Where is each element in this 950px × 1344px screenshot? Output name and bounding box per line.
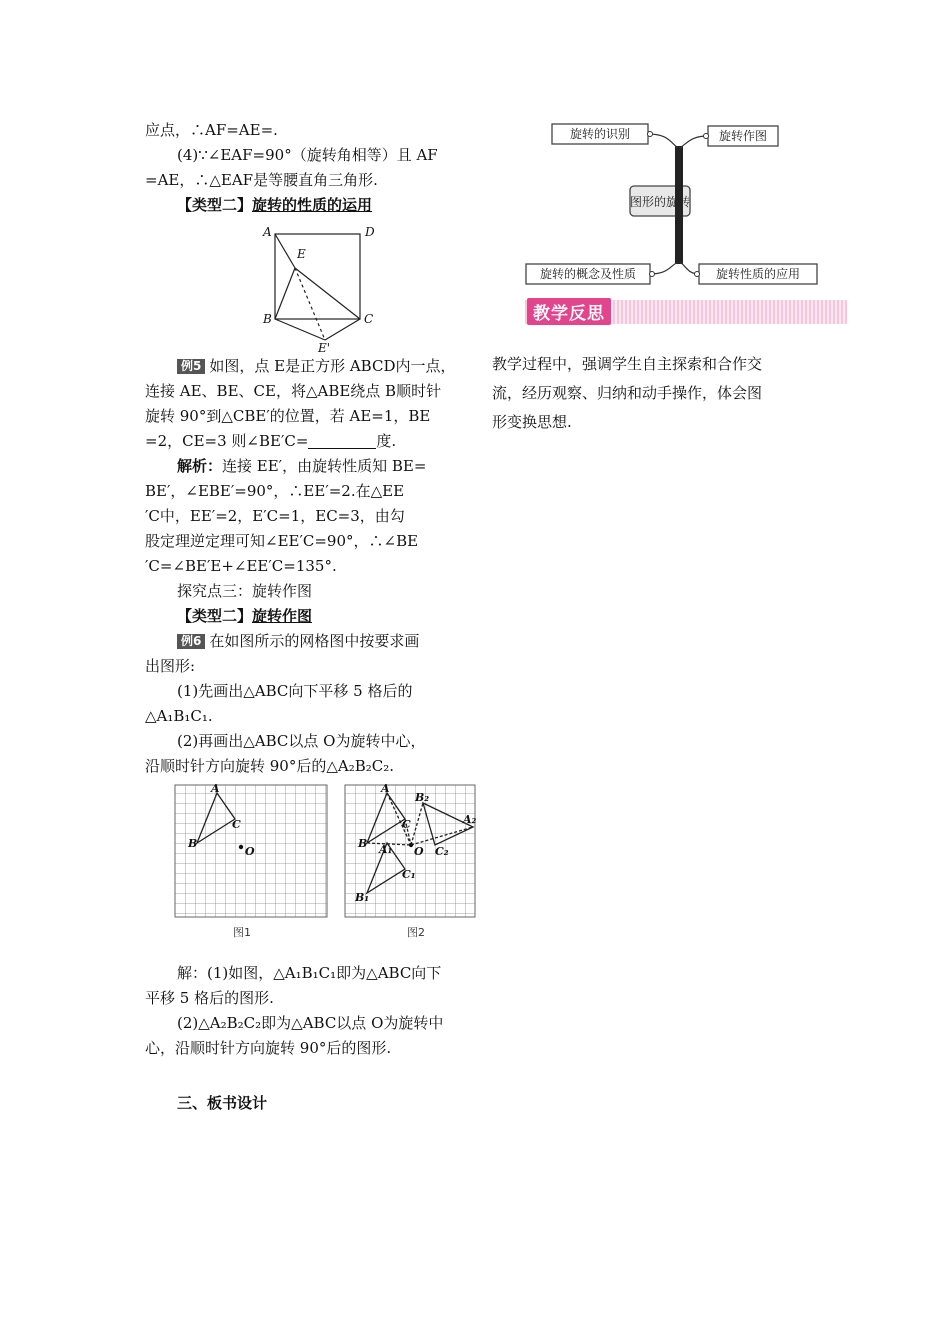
- text-line: 心，沿顺时针方向旋转 90°后的图形.: [145, 1039, 392, 1057]
- text-line: 在如图所示的网格图中按要求画: [209, 632, 420, 650]
- grid2-label-a: A: [381, 782, 390, 795]
- example5: [145, 354, 470, 379]
- type-prefix: 【类型二】: [177, 196, 253, 214]
- label-a: A: [263, 225, 272, 239]
- text-line: 教学过程中，强调学生自主探索和合作交: [492, 355, 763, 373]
- text-line: (1)先画出△ABC向下平移 5 格后的: [177, 682, 413, 700]
- label-e-prime: E': [318, 341, 331, 355]
- text-line: △A₁B₁C₁.: [145, 707, 213, 725]
- text-line: (2)△A₂B₂C₂即为△ABC以点 O为旋转中: [177, 1014, 444, 1032]
- type-prefix: 【类型二】: [177, 607, 253, 625]
- grid2-label-a2: A₂: [463, 813, 477, 826]
- type2b-heading: [145, 604, 470, 629]
- text-line: 形变换思想.: [492, 413, 572, 431]
- left-column: [145, 118, 477, 1116]
- text-line: BE′，∠EBE′=90°，∴EE′=2.在△EE: [145, 482, 405, 500]
- label-c: C: [364, 312, 374, 326]
- solution-label: 解析：: [177, 457, 223, 475]
- mind-map: [492, 118, 832, 298]
- grid2-label-a1: A₁: [379, 843, 393, 856]
- text-line: 连接 AE、BE、CE，将△ABE绕点 B顺时针: [145, 382, 442, 400]
- grid-label-a: A: [211, 782, 220, 795]
- reflection-text: [492, 350, 822, 437]
- label-d: D: [365, 225, 375, 239]
- label-e: E: [297, 247, 306, 261]
- grid2-label-c2: C₂: [435, 845, 449, 858]
- grid-label-c: C: [232, 818, 241, 831]
- mind-node-application: 旋转性质的应用: [715, 267, 801, 281]
- text-line: 应点，∴AF=AE=.: [145, 121, 278, 139]
- grid-figures: [145, 783, 475, 943]
- type-title: 旋转的性质的运用: [252, 196, 373, 214]
- text-line: 旋转 90°到△CBE′的位置，若 AE=1，BE: [145, 407, 431, 425]
- text-line: 流，经历观察、归纳和动手操作，体会图: [492, 384, 763, 402]
- example6: [145, 629, 470, 654]
- grid2-label-b2: B₂: [415, 791, 430, 804]
- text-line: ′C中，EE′=2，E′C=1，EC=3，由勾: [145, 507, 405, 525]
- section-heading: 三、板书设计: [177, 1094, 268, 1112]
- text-line: (4)∵∠EAF=90°（旋转角相等）且 AF: [177, 146, 438, 164]
- grid2-label-b: B: [358, 837, 368, 850]
- type-title: 旋转作图: [252, 607, 313, 625]
- text-line: 如图，点 E是正方形 ABCD内一点，: [209, 357, 456, 375]
- grid2-label-c: C: [402, 818, 411, 831]
- explore-heading: 探究点三：旋转作图: [177, 582, 313, 600]
- reflection-banner: [525, 300, 847, 324]
- example-badge: 例6: [177, 634, 205, 649]
- text-segment: =2，CE=3 则∠BE′C=: [145, 432, 309, 450]
- grid-caption-1: 图1: [233, 926, 251, 939]
- text-line: ′C=∠BE′E+∠EE′C=135°.: [145, 557, 337, 575]
- mind-node-concept: 旋转的概念及性质: [539, 267, 637, 281]
- text-line: 解：(1)如图，△A₁B₁C₁即为△ABC向下: [177, 964, 442, 982]
- text-segment: 度.: [376, 432, 397, 450]
- text-segment: 连接 EE′，由旋转性质知 BE=: [222, 457, 427, 475]
- square-figure: [145, 220, 470, 355]
- mind-node-identify: 旋转的识别: [569, 127, 631, 141]
- type2a-heading: [145, 193, 470, 218]
- label-b: B: [263, 312, 272, 326]
- example5-question: [145, 429, 470, 454]
- grid-caption-2: 图2: [407, 926, 425, 939]
- text-line: 股定理逆定理可知∠EE′C=90°，∴∠BE: [145, 532, 419, 550]
- grid2-label-b1: B₁: [355, 891, 370, 904]
- grid-label-b: B: [188, 837, 198, 850]
- text-line: 沿顺时针方向旋转 90°后的△A₂B₂C₂.: [145, 757, 395, 775]
- text-line: =AE，∴△EAF是等腰直角三角形.: [145, 171, 378, 189]
- text-line: 平移 5 格后的图形.: [145, 989, 274, 1007]
- text-line: (2)再画出△ABC以点 O为旋转中心，: [177, 732, 426, 750]
- grid-label-o: O: [245, 845, 255, 858]
- example-badge: 例5: [177, 359, 205, 374]
- answer-blank: [308, 434, 376, 449]
- text-line: 出图形:: [145, 657, 196, 675]
- mind-node-drawing: 旋转作图: [718, 129, 768, 143]
- grid2-label-o: O: [414, 845, 424, 858]
- grid2-label-c1: C₁: [402, 868, 416, 881]
- mind-center: 图形的旋转: [629, 195, 691, 209]
- reflection-title: 教学反思: [527, 298, 611, 325]
- solution5: [145, 454, 470, 479]
